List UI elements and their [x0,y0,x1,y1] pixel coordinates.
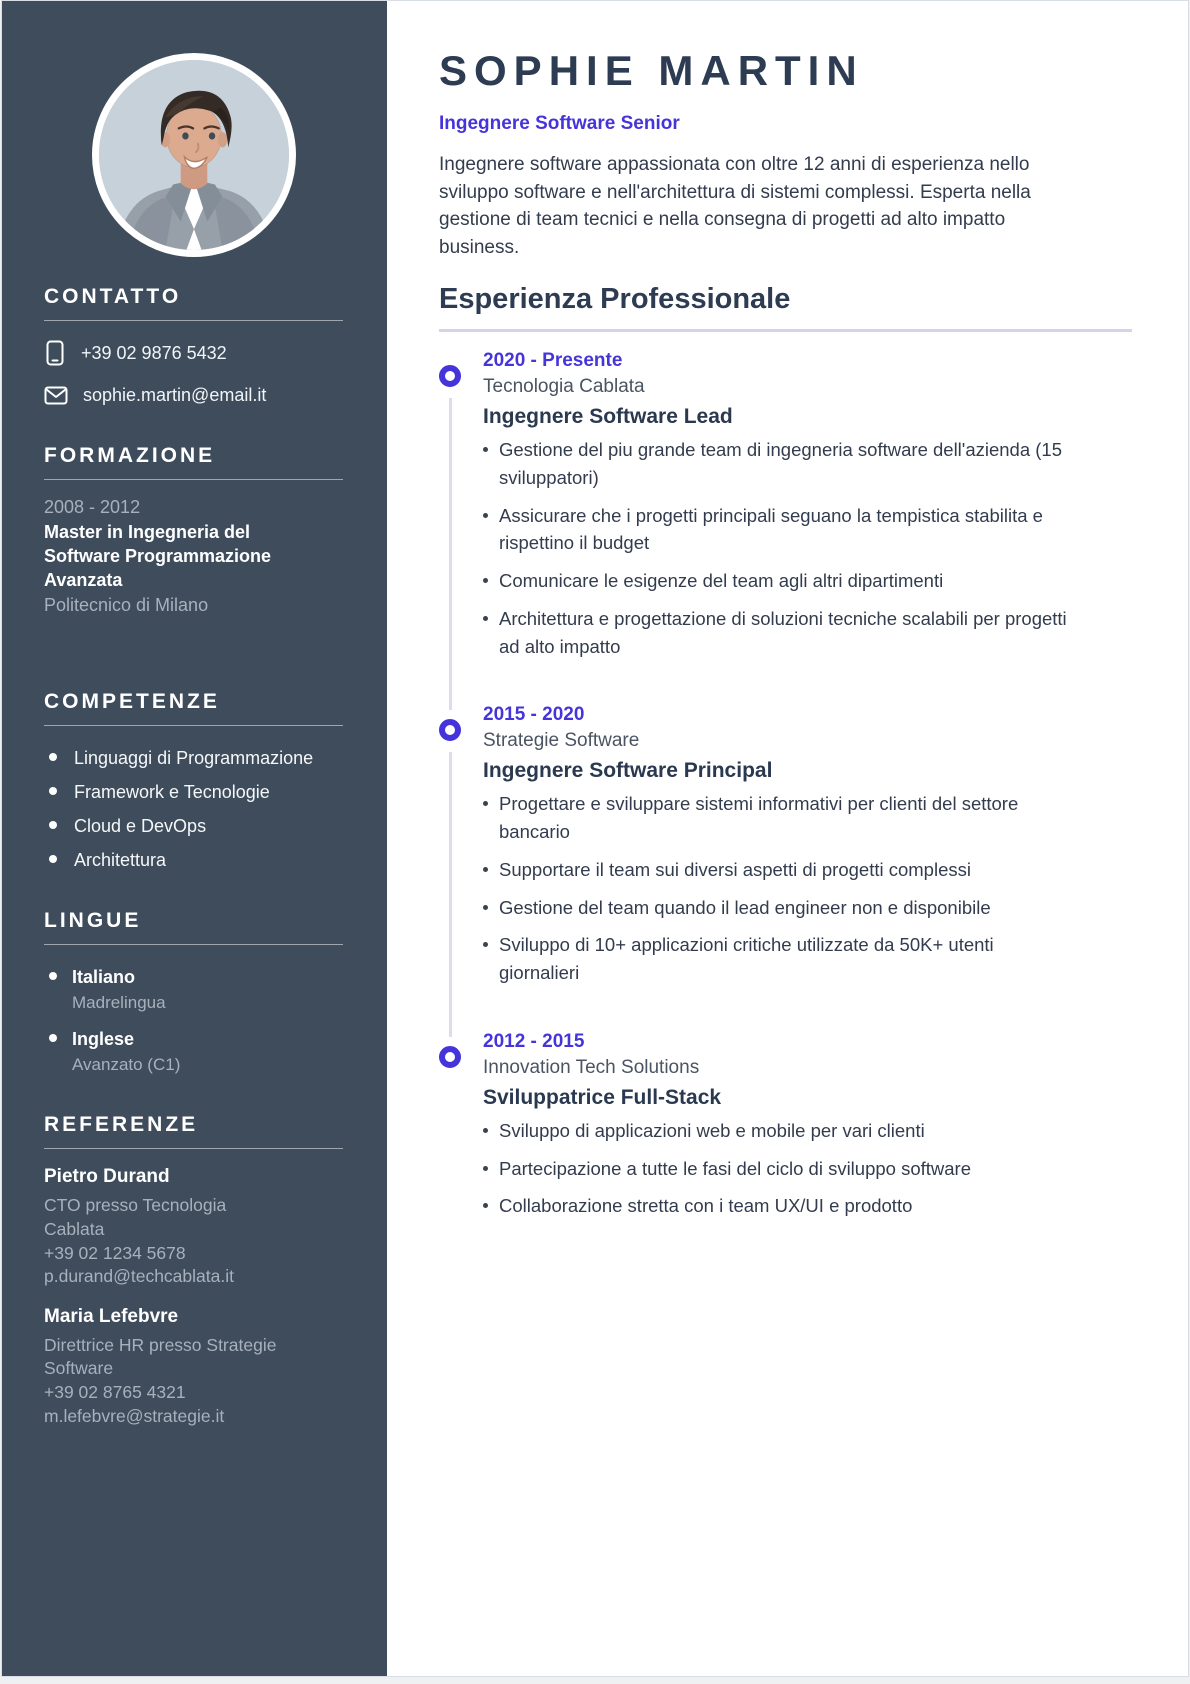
education-section-title: FORMAZIONE [44,444,216,467]
profile-photo [92,53,296,257]
main-content [387,1,1188,1676]
bullet-dot-icon [49,787,57,795]
skills-section-title: COMPETENZE [44,690,220,714]
timeline-marker-icon [439,1046,461,1068]
bullet-dot-icon [483,1203,488,1208]
reference-email: p.durand@techcablata.it [44,1266,234,1287]
bullet-dot-icon [483,1128,488,1133]
bullet-text: Progettare e sviluppare sistemi informativi per clienti del settore bancario [499,793,1019,843]
languages-list [49,967,343,1075]
bullet-text: Collaborazione stretta con i team UX/UI e prodotto [499,1195,913,1217]
language-level: Avanzato (C1) [72,1055,181,1075]
entry-company: Tecnologia Cablata [483,376,645,398]
bullet-dot-icon [483,447,488,452]
reference-item [44,1166,343,1289]
bullet-item [483,1155,1132,1183]
professional-summary: Ingegnere software appassionata con oltre 12 anni di esperienza nello sviluppo software e nell'architettura di sistemi complessi. Esperta nella gestione di team tecnici e nella consegna di progetti ad alto impatto business. [439,154,1031,258]
skill-item [49,748,343,769]
references-section-title: REFERENZE [44,1113,199,1137]
entry-bullets [483,436,1132,660]
languages-section [44,909,343,1075]
reference-phone: +39 02 8765 4321 [44,1382,186,1402]
bullet-item [483,790,1132,846]
section-divider [44,944,343,945]
bullet-text: Sviluppo di applicazioni web e mobile per vari clienti [499,1119,925,1141]
language-name: Inglese [72,1029,135,1050]
bullet-text: Comunicare le esigenze del team agli altri dipartimenti [499,570,944,592]
education-period: 2008 - 2012 [44,497,141,517]
bullet-dot-icon [483,578,488,583]
entry-role: Ingegnere Software Principal [483,759,773,783]
bullet-item [483,436,1132,492]
bullet-item [483,1192,1132,1220]
bullet-item [483,856,1132,884]
bullet-dot-icon [483,616,488,621]
section-divider [44,725,343,726]
section-divider [44,1148,343,1149]
bullet-item [483,894,1132,922]
bullet-dot-icon [483,1166,488,1171]
entry-bullets [483,1117,1132,1220]
reference-email: m.lefebvre@strategie.it [44,1405,225,1426]
language-item [49,1029,343,1075]
skills-list [49,748,343,871]
bullet-text: Gestione del piu grande team di ingegneria software dell'azienda (15 sviluppatori) [499,439,1063,488]
entry-role: Ingegnere Software Lead [483,405,733,429]
bullet-dot-icon [49,855,57,863]
education-degree: Master in Ingegneria del Software Programmazione Avanzata [44,522,272,590]
section-divider [44,479,343,480]
reference-item [44,1306,343,1429]
section-divider [44,320,343,321]
bullet-dot-icon [483,513,488,518]
phone-number: +39 02 9876 5432 [81,342,227,363]
reference-role: CTO presso Tecnologia Cablata [44,1195,227,1239]
reference-details [44,1334,279,1429]
contact-section [44,285,343,406]
email-icon [44,386,68,405]
skill-item [49,782,343,803]
job-title: Ingegnere Software Senior [439,113,680,134]
education-school: Politecnico di Milano [44,595,209,616]
contact-section-title: CONTATTO [44,285,182,308]
sidebar [2,1,387,1676]
bullet-item [483,567,1132,595]
experience-timeline [439,350,1132,1220]
email-address: sophie.martin@email.it [83,385,267,405]
bullet-item [483,1117,1132,1145]
skill-item [49,816,343,837]
bullet-dot-icon [49,1034,57,1042]
reference-role: Direttrice HR presso Strategie Software [44,1334,277,1379]
entry-period: 2015 - 2020 [483,704,585,726]
bullet-dot-icon [483,867,488,872]
bullet-text: Assicurare che i progetti principali seguano la tempistica stabilita e rispettino il budget [499,504,1043,554]
experience-entry [439,1031,1132,1220]
experience-section-title: Esperienza Professionale [439,283,1132,332]
reference-name: Pietro Durand [44,1166,170,1188]
references-section [44,1113,343,1428]
bullet-dot-icon [49,972,57,980]
phone-icon [44,340,66,366]
skill-label: Framework e Tecnologie [74,782,270,803]
bullet-dot-icon [483,942,488,947]
skill-label: Linguaggi di Programmazione [74,748,314,769]
reference-phone: +39 02 1234 5678 [44,1242,186,1263]
language-level: Madrelingua [72,993,166,1013]
education-section [44,444,343,616]
entry-period: 2012 - 2015 [483,1030,585,1052]
skill-label: Cloud e DevOps [74,816,207,837]
entry-company: Strategie Software [483,730,640,752]
bullet-dot-icon [49,753,57,761]
skill-item [49,850,343,871]
bullet-item [483,605,1132,661]
experience-entry [439,350,1132,660]
experience-entry [439,704,1132,987]
language-item [49,967,343,1013]
phone-row [44,340,343,366]
entry-period: 2020 - Presente [483,350,623,372]
entry-role: Sviluppatrice Full-Stack [483,1085,722,1109]
resume-page [1,0,1189,1677]
language-name: Italiano [72,967,136,988]
entry-bullets [483,790,1132,987]
skill-label: Architettura [74,850,167,871]
candidate-name: SOPHIE MARTIN [439,47,864,94]
bullet-text: Supportare il team sui diversi aspetti di progetti complessi [499,858,971,880]
bullet-text: Gestione del team quando il lead engineer non e disponibile [499,896,991,918]
bullet-text: Partecipazione a tutte le fasi del ciclo di sviluppo software [499,1157,972,1179]
skills-section [44,690,343,871]
portrait-illustration [99,60,289,250]
timeline-marker-icon [439,365,461,387]
email-row [44,385,343,406]
bullet-dot-icon [483,905,488,910]
bullet-text: Sviluppo di 10+ applicazioni critiche utilizzate da 50K+ utenti giornalieri [499,934,994,984]
bullet-item [483,931,1132,987]
bullet-text: Architettura e progettazione di soluzioni tecniche scalabili per progetti ad alto impatto [499,607,1067,657]
entry-company: Innovation Tech Solutions [483,1056,700,1078]
reference-name: Maria Lefebvre [44,1305,179,1327]
bullet-dot-icon [483,801,488,806]
timeline-marker-icon [439,719,461,741]
bullet-item [483,502,1132,558]
reference-details [44,1194,279,1289]
bullet-dot-icon [49,821,57,829]
languages-section-title: LINGUE [44,909,142,933]
